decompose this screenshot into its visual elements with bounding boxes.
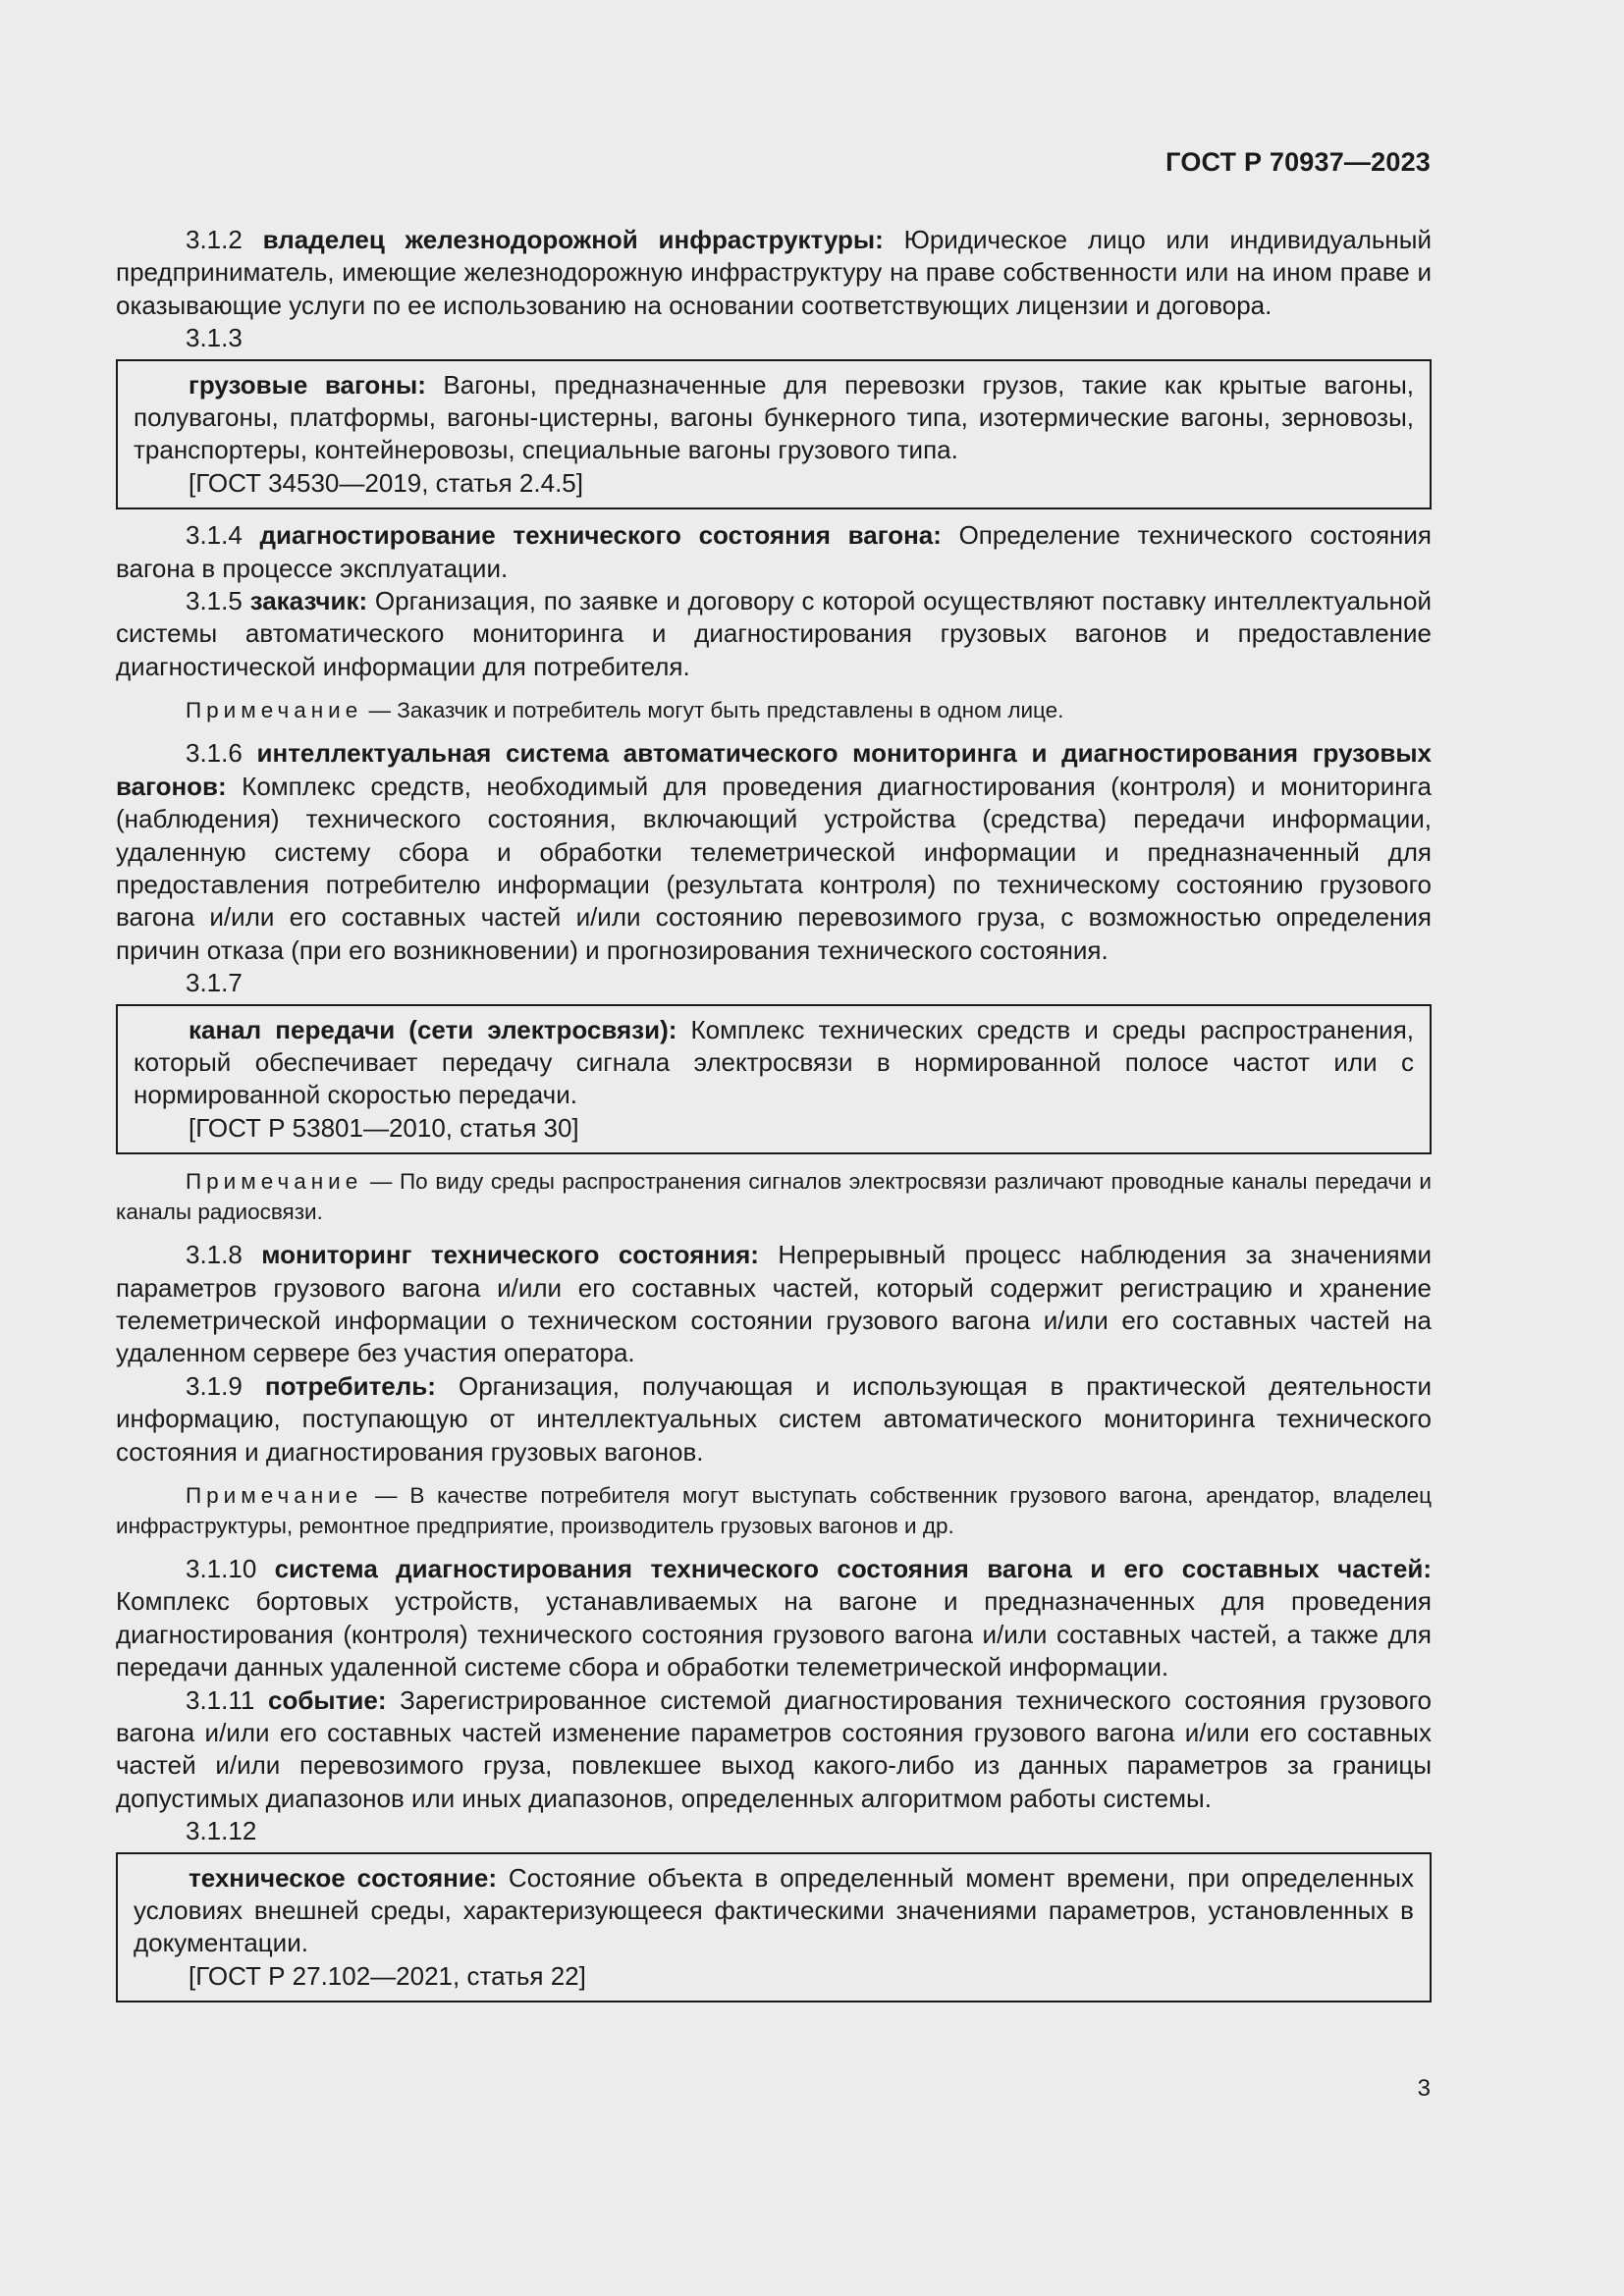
term-definition: Организация, получающая и использующая в практической деятельности информацию, поступающую от интеллектуальных систем автоматического мониторинга технического состояния и диагностирования грузовых вагонов. bbox=[116, 1370, 1432, 1467]
term-3-1-5 bbox=[116, 585, 1432, 683]
quoted-term-box-3-1-3 bbox=[116, 359, 1432, 510]
term-number-3-1-3: 3.1.3 bbox=[186, 323, 243, 353]
term-number-3-1-7: 3.1.7 bbox=[186, 968, 243, 998]
term-name: грузовые вагоны: bbox=[189, 369, 426, 400]
term-definition: Юридическое лицо или индивидуальный предприниматель, имеющие железнодорожную инфраструктуру на праве собственности или на ином праве и оказывающие услуги по ее использованию на основании соответствующих лицензии и договора. bbox=[116, 225, 1432, 320]
quoted-term-box-3-1-12 bbox=[116, 1852, 1432, 2003]
note-3 bbox=[116, 1480, 1432, 1541]
page-content bbox=[116, 224, 1432, 2012]
term-name: потребитель: bbox=[264, 1370, 436, 1401]
term-name: владелец железнодорожной инфраструктуры: bbox=[262, 225, 884, 254]
term-name: мониторинг технического состояния: bbox=[261, 1240, 759, 1270]
term-3-1-3 bbox=[134, 369, 1414, 467]
note-dash: — bbox=[362, 1483, 410, 1508]
term-name: диагностирование технического состояния вагона: bbox=[259, 520, 942, 551]
term-3-1-9 bbox=[116, 1370, 1432, 1468]
term-number: 3.1.2 bbox=[186, 225, 243, 254]
note-text: Заказчик и потребитель могут быть представлены в одном лице. bbox=[397, 698, 1064, 723]
term-name: система диагностирования технического состояния вагона и его составных частей: bbox=[274, 1554, 1432, 1583]
term-source: [ГОСТ 34530—2019, статья 2.4.5] bbox=[189, 467, 583, 498]
term-number: 3.1.8 bbox=[186, 1240, 243, 1270]
term-name: канал передачи (сети электросвязи): bbox=[189, 1014, 677, 1044]
term-name: событие: bbox=[268, 1684, 387, 1715]
term-3-1-4 bbox=[116, 519, 1432, 585]
term-name: заказчик: bbox=[249, 586, 368, 616]
term-3-1-11 bbox=[116, 1684, 1432, 1816]
term-name: интеллектуальная система автоматического мониторинга и диагностирования грузовых вагонов: bbox=[116, 738, 1432, 801]
note-1 bbox=[116, 695, 1432, 725]
term-number: 3.1.11 bbox=[186, 1684, 255, 1715]
term-definition: Состояние объекта в определенный момент времени, при определенных условиях внешней среды, характеризующееся фактическими значениями параметров, установленных в документации. bbox=[134, 1862, 1414, 1958]
term-name: техническое состояние: bbox=[189, 1862, 497, 1893]
term-3-1-7 bbox=[134, 1014, 1414, 1112]
term-number: 3.1.5 bbox=[186, 586, 243, 616]
note-label: Примечание bbox=[186, 698, 363, 723]
term-3-1-2 bbox=[116, 224, 1432, 322]
note-label: Примечание bbox=[186, 1483, 363, 1508]
note-2 bbox=[116, 1166, 1432, 1227]
term-definition: Вагоны, предназначенные для перевозки грузов, такие как крытые вагоны, полувагоны, платформы, вагоны-цистерны, вагоны бункерного типа, изотермические вагоны, зерновозы, транспортеры, контейнеровозы, специальные вагоны грузового типа. bbox=[134, 369, 1414, 465]
note-label: Примечание bbox=[186, 1169, 363, 1195]
term-source: [ГОСТ Р 27.102—2021, статья 22] bbox=[189, 1960, 586, 1991]
term-definition: Организация, по заявке и договору с которой осуществляют поставку интеллектуальной системы автоматического мониторинга и диагностирования грузовых вагонов и предоставление диагностической информации для потребителя. bbox=[116, 586, 1432, 681]
term-3-1-6 bbox=[116, 737, 1432, 967]
term-definition: Комплекс технических средств и среды распространения, который обеспечивает передачу сигнала электросвязи в нормированной полосе частот или с нормированной скоростью передачи. bbox=[134, 1014, 1414, 1110]
term-definition: Комплекс средств, необходимый для проведения диагностирования (контроля) и мониторинга (наблюдения) технического состояния, включающий устройства (средства) передачи информации, удаленную систему сбора и обработки телеметрической информации и предназначенный для предоставления потребителю информации (результата контроля) по техническому состоянию грузового вагона и/или его составных частей и/или состоянию перевозимого груза, с возможностью определения причин отказа (при его возникновении) и прогнозирования технического состояния. bbox=[116, 771, 1432, 965]
term-number: 3.1.9 bbox=[186, 1370, 243, 1401]
page-number: 3 bbox=[1417, 2075, 1431, 2102]
term-definition: Комплекс бортовых устройств, устанавливаемых на вагоне и предназначенных для проведения диагностирования (контроля) технического состояния грузового вагона и/или составных частей, а также для передачи данных удаленной системе сбора и обработки телеметрической информации. bbox=[116, 1586, 1432, 1682]
term-definition: Зарегистрированное системой диагностирования технического состояния грузового вагона и/или его составных частей изменение параметров состояния грузового вагона и/или его составных частей и/или перевозимого груза, повлекшее выход какого-либо из данных параметров за границы допустимых диапазонов или иных диапазонов, определенных алгоритмом работы системы. bbox=[116, 1684, 1433, 1813]
term-definition: Непрерывный процесс наблюдения за значениями параметров грузового вагона и/или его составных частей, который содержит регистрацию и хранение телеметрической информации о техническом состоянии грузового вагона и/или его составных частей на удаленном сервере без участия оператора. bbox=[116, 1240, 1433, 1368]
note-text: По виду среды распространения сигналов электросвязи различают проводные каналы передачи и каналы радиосвязи. bbox=[116, 1169, 1432, 1225]
term-3-1-12 bbox=[134, 1862, 1414, 1960]
note-text: В качестве потребителя могут выступать собственник грузового вагона, арендатор, владелец инфраструктуры, ремонтное предприятие, производитель грузовых вагонов и др. bbox=[116, 1483, 1432, 1538]
term-number: 3.1.10 bbox=[186, 1554, 257, 1583]
quoted-term-box-3-1-7 bbox=[116, 1004, 1432, 1155]
note-dash: — bbox=[362, 698, 398, 723]
note-dash: — bbox=[362, 1169, 400, 1195]
term-definition: Определение технического состояния вагона в процессе эксплуатации. bbox=[116, 520, 1432, 583]
term-3-1-8 bbox=[116, 1239, 1432, 1370]
term-3-1-10 bbox=[116, 1553, 1432, 1684]
term-number: 3.1.4 bbox=[186, 520, 243, 551]
term-source: [ГОСТ Р 53801—2010, статья 30] bbox=[189, 1112, 579, 1143]
term-number-3-1-12: 3.1.12 bbox=[186, 1816, 257, 1846]
standard-code: ГОСТ Р 70937—2023 bbox=[1165, 147, 1431, 177]
term-number: 3.1.6 bbox=[186, 738, 243, 769]
